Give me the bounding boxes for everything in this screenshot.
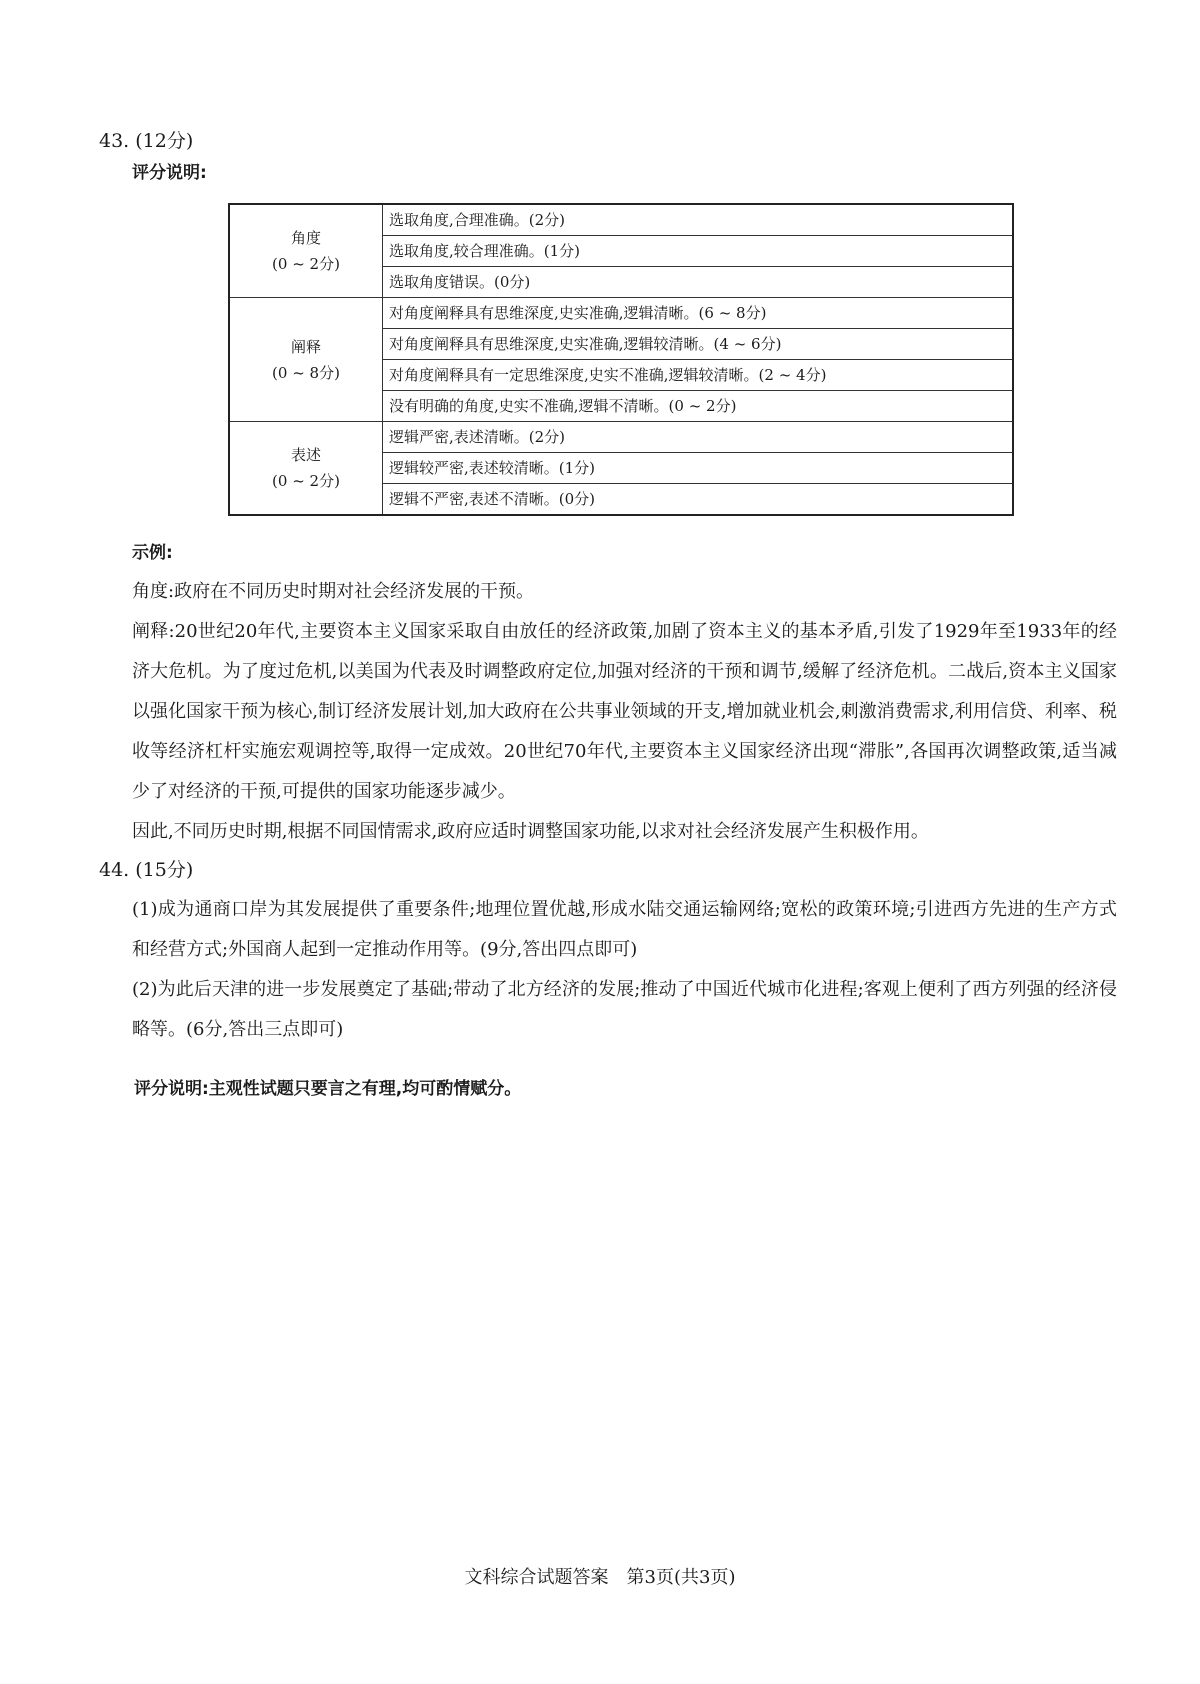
rubric-criterion: 逻辑较严密,表述较清晰。(1分) [383,453,1014,484]
q43-rubric-heading: 评分说明: [132,163,207,183]
q44-answer-2: (2)为此后天津的进一步发展奠定了基础;带动了北方经济的发展;推动了中国近代城市化进程;客观上便利了西方列强的经济侵略等。(6分,答出三点即可) [132,979,1117,1040]
category-range: (0 ~ 2分) [272,472,340,490]
rubric-criterion: 对角度阐释具有思维深度,史实准确,逻辑清晰。(6 ~ 8分) [383,298,1014,329]
q44-title: 44. (15分) [99,859,194,881]
page-footer: 文科综合试题答案 第3页(共3页) [464,1567,736,1588]
rubric-criterion: 没有明确的角度,史实不准确,逻辑不清晰。(0 ~ 2分) [383,391,1014,422]
table-row [229,422,1013,453]
category-label: 角度 [290,229,321,247]
rubric-category-explain [229,298,383,422]
rubric-criterion: 选取角度,较合理准确。(1分) [383,236,1014,267]
rubric-category-expression [229,422,383,516]
category-range: (0 ~ 2分) [272,255,340,273]
rubric-criterion: 对角度阐释具有一定思维深度,史实不准确,逻辑较清晰。(2 ~ 4分) [383,360,1014,391]
grading-note: 评分说明:主观性试题只要言之有理,均可酌情赋分。 [134,1079,522,1099]
rubric-criterion: 选取角度,合理准确。(2分) [383,204,1014,236]
rubric-table [228,203,1014,516]
category-label: 阐释 [290,337,321,356]
q44-answer-1: (1)成为通商口岸为其发展提供了重要条件;地理位置优越,形成水陆交通运输网络;宽松的政策环境;引进西方先进的生产方式和经营方式;外国商人起到一定推动作用等。(9分,答出四点即可) [132,899,1117,960]
rubric-category-angle [229,204,383,298]
table-row [229,204,1013,236]
rubric-criterion: 逻辑不严密,表述不清晰。(0分) [383,484,1014,516]
example-heading: 示例: [132,543,173,563]
category-range: (0 ~ 8分) [272,363,340,382]
table-row [229,298,1013,329]
category-label: 表述 [290,446,321,464]
example-conclusion: 因此,不同历史时期,根据不同国情需求,政府应适时调整国家功能,以求对社会经济发展产生积极作用。 [132,821,929,842]
example-explain: 阐释:20世纪20年代,主要资本主义国家采取自由放任的经济政策,加剧了资本主义的基本矛盾,引发了1929年至1933年的经济大危机。为了度过危机,以美国为代表及时调整政府定位,加强对经济的干预和调节,缓解了经济危机。二战后,资本主义国家以强化国家干预为核心,制订经济发展计划,加大政府在公共事业领域的开支,增加就业机会,刺激消费需求,利用信贷、利率、税收等经济杠杆实施宏观调控等,取得一定成效。20世纪70年代,主要资本主义国家经济出现“滞胀”,各国再次调整政策,适当减少了对经济的干预,可提供的国家功能逐步减少。 [132,621,1117,802]
rubric-criterion: 选取角度错误。(0分) [383,267,1014,298]
rubric-criterion: 逻辑严密,表述清晰。(2分) [383,422,1014,453]
example-angle: 角度:政府在不同历史时期对社会经济发展的干预。 [132,581,535,602]
rubric-criterion: 对角度阐释具有思维深度,史实准确,逻辑较清晰。(4 ~ 6分) [383,329,1014,360]
q43-title: 43. (12分) [99,130,194,152]
